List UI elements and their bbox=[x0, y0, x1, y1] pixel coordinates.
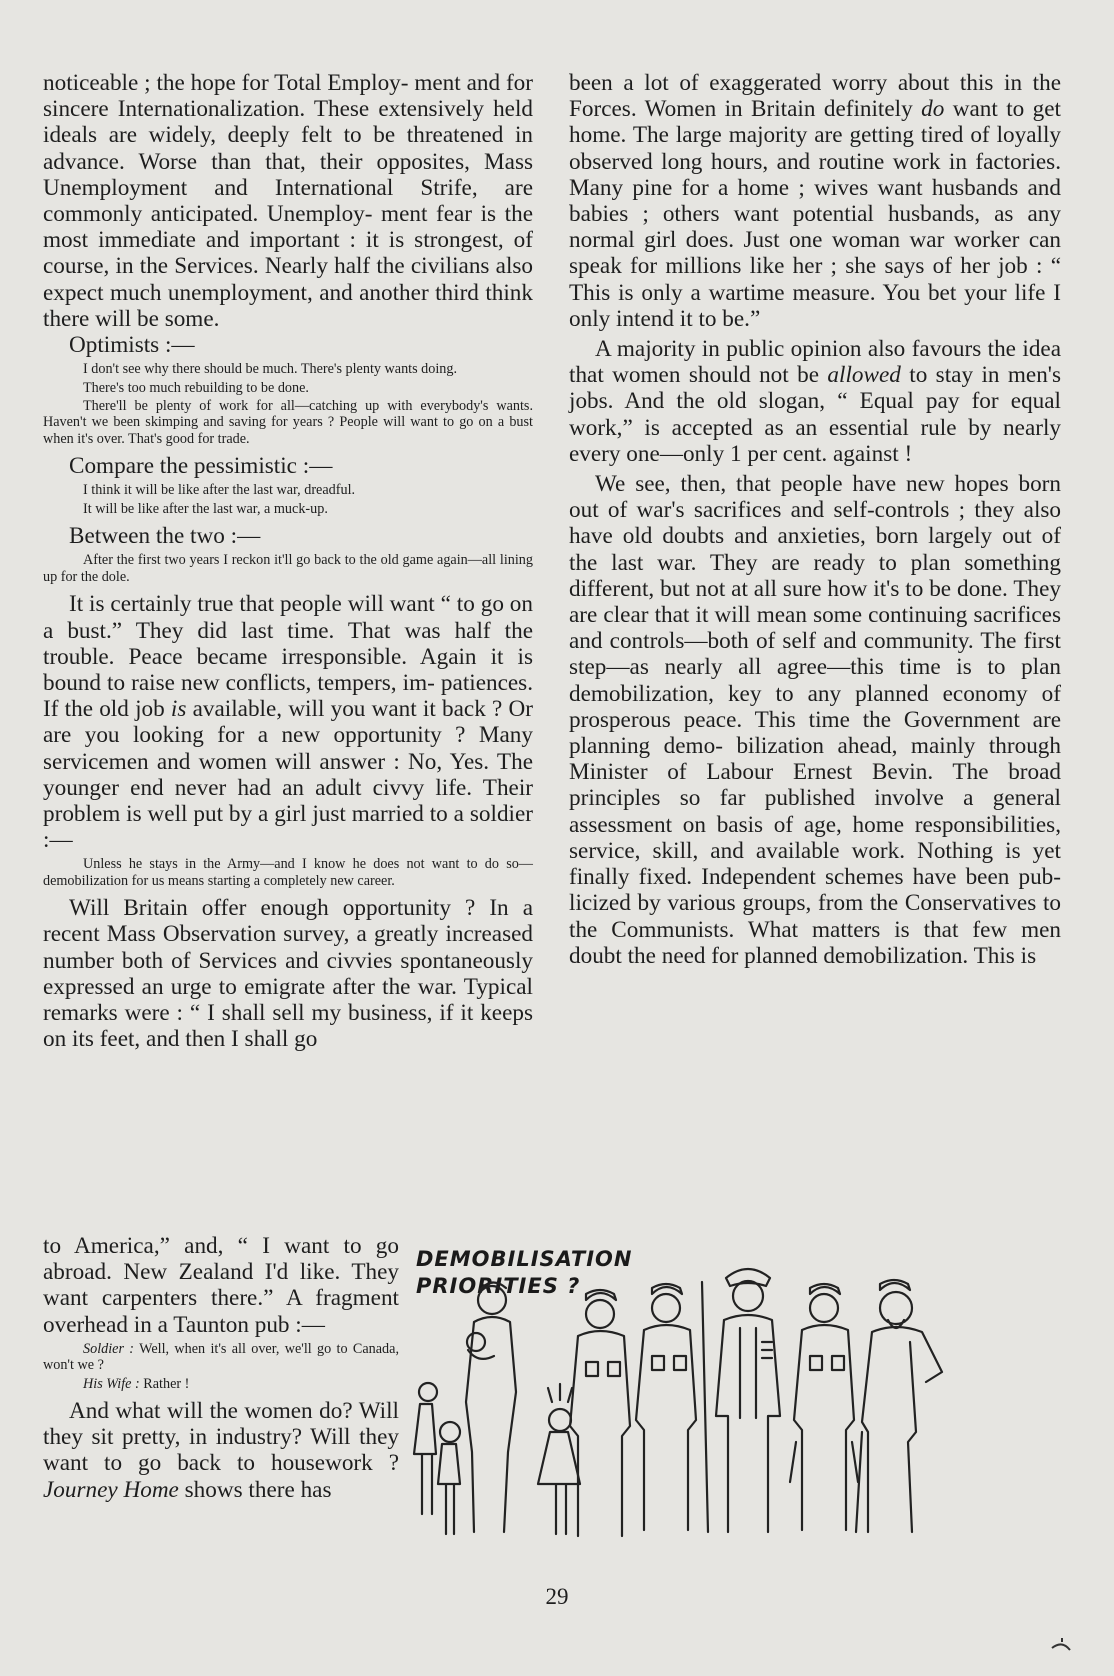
demobilisation-cartoon bbox=[410, 1232, 1040, 1552]
optimists-quotes bbox=[43, 361, 533, 447]
optimist-quote-1: I don't see why there should be much. There's plenty wants doing. bbox=[83, 361, 458, 378]
r1-emphasis: do bbox=[921, 96, 945, 123]
wife-text: Rather ! bbox=[139, 1375, 190, 1392]
p2-emphasis: is bbox=[170, 696, 187, 723]
pessimistic-heading: Compare the pessimistic :— bbox=[69, 453, 333, 480]
cartoon-title-line-2: PRIORITIES ? bbox=[416, 1274, 581, 1298]
pessimistic-quotes bbox=[43, 482, 533, 517]
cartoon-title-line-1: DEMOBILISATION bbox=[416, 1247, 633, 1271]
optimists-heading: Optimists :— bbox=[69, 332, 195, 359]
soldier-text: Well, when it's all over, we'll go to Canada, won't we ? bbox=[43, 1340, 399, 1374]
p2-text-b: available, will you want it back ? Or are you looking for a new opportunity ? Many servicemen and women will answer : No, Yes. The younger end never had an adult civvy life. Their problem is well put by a girl just married to a soldier :— bbox=[43, 696, 533, 854]
left-paragraph-3-continued: to America,” and, “ I want to go abroad. New Zealand I'd like. They want carpenters there.” A fragment overhead in a Taunton pub :— bbox=[43, 1233, 399, 1338]
corner-smudge-mark bbox=[1048, 1636, 1078, 1666]
right-paragraph-2 bbox=[569, 336, 1061, 467]
r1-text-a: been a lot of exaggerated worry about this in the Forces. Women in Britain definitely bbox=[569, 70, 1061, 123]
p4-text-a: And what will the women do? Will they sit pretty, in industry? Will they want to go back to housework ? bbox=[43, 1398, 399, 1477]
journey-home-title: Journey Home bbox=[43, 1476, 179, 1503]
girl-quote-block bbox=[43, 856, 533, 889]
cartoon-figures-drawing bbox=[410, 1232, 1040, 1552]
between-heading: Between the two :— bbox=[69, 523, 261, 550]
p4-text-b: shows there has bbox=[178, 1476, 332, 1503]
left-paragraph-2 bbox=[43, 591, 533, 853]
right-column bbox=[569, 70, 1061, 969]
soldier-figure-1 bbox=[570, 1290, 630, 1536]
r1-text-b: want to get home. The large majority are getting tired of loyally observed long hours, and routine work in factories. Many pine for a home ; wives want husbands and babies ; others want potential husbands, as any normal girl does. Just one woman war worker can speak for millions like her ; she says of her job : “ This is only a wartime measure. You bet your life I only intend it to be.” bbox=[569, 96, 1062, 332]
soldier-figure-2 bbox=[636, 1282, 708, 1532]
right-paragraph-3: We see, then, that people have new hopes born out of war's sacrifices and self-controls ; they also have old doubts and anxieties, born largely out of the last war. They are ready to plan something different, but not at all sure how it's to be done. They are clear that it will mean some continuing sacrifices and controls—both of self and community. The first step—as nearly all agree—this time is to plan demobilization, key to any planned economy of prosperous peace. This time the Government are planning demo- bilization ahead, mainly through Minister of Labour Ernest Bevin. The broad principles so far published involve a general assessment on basis of age, home responsibilities, service, skill, and available work. Nothing is yet finally fixed. Independent schemes have been pub- licized by various groups, from the Conservatives to the Communists. What matters is that few men doubt the need for planned demobilization. This is bbox=[569, 471, 1061, 969]
wife-line bbox=[43, 1376, 399, 1392]
r2-text-a: A majority in public opinion also favours the idea that women should not be bbox=[569, 336, 1061, 389]
left-paragraph-3: Will Britain offer enough opportunity ? In a recent Mass Observation survey, a greatly increased number both of Services and civvies spontaneously expressed an urge to emigrate after the war. Typical remarks were : “ I shall sell my business, if it keeps on its feet, and then I shall go bbox=[43, 895, 533, 1053]
between-quotes bbox=[43, 552, 533, 585]
pessimist-quote-2: It will be like after the last war, a muck-up. bbox=[83, 500, 328, 517]
left-column bbox=[43, 70, 533, 1052]
officer-figure bbox=[716, 1269, 780, 1532]
girl-quote: Unless he stays in the Army—and I know he does not want to do so—demobilization for us means starting a completely new career. bbox=[43, 856, 533, 889]
r2-text-b: to stay in men's jobs. And the old slogan, “ Equal pay for equal work,” is accepted as an essential rule by nearly every one—only 1 per cent. against ! bbox=[569, 362, 1062, 467]
bottom-left-text bbox=[43, 1233, 399, 1503]
pessimist-quote-1: I think it will be like after the last war, dreadful. bbox=[83, 482, 356, 499]
soldier-label: Soldier : bbox=[83, 1340, 135, 1357]
soldier-figure-3 bbox=[790, 1284, 858, 1530]
soldier-line bbox=[43, 1341, 399, 1374]
optimist-quote-3: There'll be plenty of work for all—catching up with everybody's wants. Haven't we been skimping and saving for years ? People will want to go on a bust when it's over. That's good for trade. bbox=[43, 398, 533, 447]
optimist-quote-2: There's too much rebuilding to be done. bbox=[83, 379, 309, 396]
wife-label: His Wife : bbox=[83, 1375, 140, 1392]
right-paragraph-1 bbox=[569, 70, 1061, 332]
r2-emphasis: allowed bbox=[827, 362, 901, 389]
old-soldier-figure bbox=[856, 1280, 942, 1532]
family-figure bbox=[414, 1282, 580, 1534]
page-number: 29 bbox=[545, 1584, 569, 1609]
between-quote: After the first two years I reckon it'll go back to the old game again—all lining up for the dole. bbox=[43, 552, 533, 585]
left-paragraph-1: noticeable ; the hope for Total Employ- ment and for sincere Internationalization. These extensively held ideals are widely, deeply felt to be threatened in advance. Worse than that, their opposites, Mass Unemployment and International Strife, are commonly anticipated. Unemploy- ment fear is the most immediate and important : it is strongest, of course, in the Services. Nearly half the civilians also expect much unemployment, and another third think there will be some. bbox=[43, 70, 533, 332]
pub-fragment bbox=[43, 1341, 399, 1392]
left-paragraph-4 bbox=[43, 1398, 399, 1503]
p2-text-a: It is certainly true that people will want “ to go on a bust.” They did last time. That was half the trouble. Peace became irresponsible. Again it is bound to raise new conflicts, tempers, im- patiences. If the old job bbox=[43, 591, 533, 723]
